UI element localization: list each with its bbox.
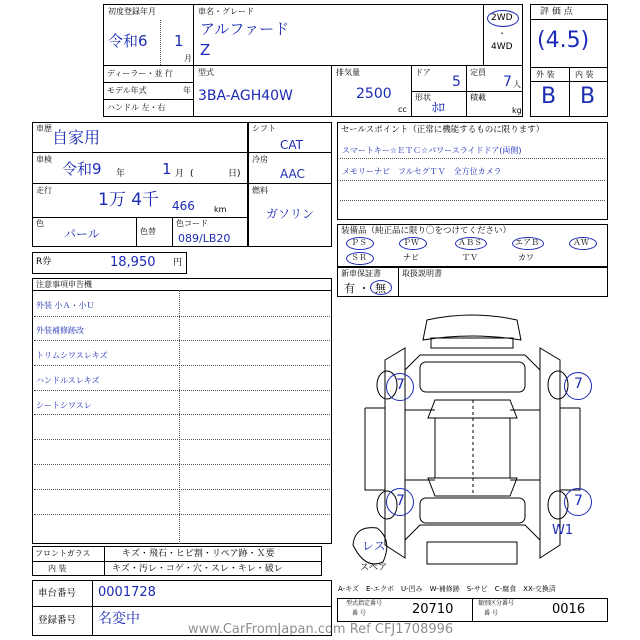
manual-label: 取扱説明書 <box>402 269 442 278</box>
notes-label: 注意事項申告機 <box>36 280 92 289</box>
mileage-label: 走行 <box>36 186 52 195</box>
door-label: ドア <box>415 68 431 77</box>
reg-no-label: 登録番号 <box>38 615 77 626</box>
equip-navi: ナビ <box>403 253 419 262</box>
warranty-none: 無 <box>375 282 386 295</box>
equip-ps: ＰＳ <box>351 238 367 247</box>
ac: AAC <box>280 167 305 181</box>
watermark: www.CarFromJapan.com Ref CFJ1708996 <box>188 622 454 637</box>
warranty-value: 有 ・ <box>344 282 370 295</box>
displacement-label: 排気量 <box>336 68 360 77</box>
equip-abs: ＡＢＳ <box>458 238 482 247</box>
car-grade: Z <box>200 41 211 59</box>
exterior-label: 外 装 <box>536 70 555 79</box>
car-name: アルファード <box>200 20 290 38</box>
capacity-label: 定員 <box>470 68 486 77</box>
first-reg-month: 1 <box>174 32 184 50</box>
inspection-month: 1 <box>162 160 172 178</box>
color-code-label: 色コード <box>176 219 208 228</box>
car-no: 0001728 <box>98 585 156 600</box>
sales-line-1: スマートキー☆ＥＴＣ☆パワースライドドア(両側) <box>342 146 522 155</box>
note-line-3: トリムシワスレキズ <box>36 351 108 360</box>
drive-4wd: 4WD <box>491 42 513 52</box>
handle-label: ハンドル 左・右 <box>107 103 166 112</box>
color-change-label: 色替 <box>140 227 156 236</box>
car-no-label: 車台番号 <box>38 588 77 599</box>
usage: 自家用 <box>52 128 101 147</box>
ac-label: 冷房 <box>252 155 268 164</box>
class-no-head: 類別区分番号 <box>478 600 515 607</box>
fuel-label: 燃料 <box>252 186 268 195</box>
sales-line-2: メモリーナビ フルセグＴＶ 全方位カメラ <box>342 167 502 176</box>
equip-airbag: エアＢ <box>515 238 539 247</box>
header-block <box>103 4 523 117</box>
front-glass-label: フロントガラス <box>35 549 91 558</box>
score-label: 評 価 点 <box>540 7 573 17</box>
shift: CAT <box>280 138 303 152</box>
drive-2wd: 2WD <box>491 13 513 23</box>
first-reg-era: 令和6 <box>108 32 148 50</box>
note-line-1: 外装 小Ａ・小Ｕ <box>36 301 95 310</box>
recycle-amount: 18,950 <box>110 255 156 270</box>
equip-aw: ＡＷ <box>573 238 589 247</box>
first-reg-label: 初度登録年月 <box>108 7 156 16</box>
sales-point-label: セールスポイント（正常に機能するものに限ります） <box>341 125 545 135</box>
shape-label: 形状 <box>415 93 431 102</box>
equip-kawa: カワ <box>518 253 534 262</box>
note-line-5: シートシワスレ <box>36 401 92 410</box>
front-glass-value: キズ・飛石・ヒビ割・リペア跡・Ｘ要 <box>122 549 275 559</box>
type-label: 型式 <box>198 68 214 77</box>
diagram-mark-rear-right: 7 <box>574 493 583 509</box>
diagram-mark-rear-left: 7 <box>396 493 405 509</box>
note-line-2: 外装補修跡改 <box>36 326 84 335</box>
frame-no: 20710 <box>412 602 454 617</box>
inspection-era: 令和9 <box>62 160 102 178</box>
recycle-label: R券 <box>36 257 52 267</box>
frame-no-sub: 番 号 <box>352 610 366 617</box>
car-name-label: 車名・グレード <box>198 7 254 16</box>
interior-grade: B <box>580 84 596 109</box>
mileage-main: 1万 4千 <box>98 190 160 210</box>
fuel: ガソリン <box>266 207 315 221</box>
color: パール <box>64 227 100 241</box>
equip-sr: ＳＲ <box>351 253 367 262</box>
equip-tv: ＴＶ <box>462 253 478 262</box>
dealer-label: ディーラー・並 行 <box>107 69 173 78</box>
note-line-4: ハンドルスレキズ <box>36 376 100 385</box>
interior-row-label: 内 装 <box>48 564 67 573</box>
doors: 5 <box>452 74 461 90</box>
usage-label: 車歴 <box>36 124 52 133</box>
diagram-w1: W1 <box>552 523 574 538</box>
damage-legend: A-キズ E-エクボ U-凹み W-補修跡 S-サビ C-腐食 XX-交換済 <box>338 585 556 593</box>
mileage-sub: 466 <box>172 199 195 213</box>
shape: ﾎﾛ <box>432 101 445 116</box>
equip-pw: ＰＷ <box>403 238 419 247</box>
inspection-label: 車検 <box>36 155 52 164</box>
frame-no-head: 型式指定番号 <box>346 600 383 607</box>
reg-no: 名変中 <box>98 611 140 627</box>
interior-value: キズ・汚レ・コゲ・穴・スレ・キレ・破レ <box>112 564 283 574</box>
notes-block <box>32 278 332 544</box>
color-code: 089/LB20 <box>178 232 231 245</box>
class-no: 0016 <box>552 602 586 617</box>
model-year-label: モデル年式 <box>107 86 147 95</box>
type-value: 3BA-AGH40W <box>198 88 293 104</box>
spare-label: スペア <box>360 563 388 573</box>
color-label: 色 <box>36 219 44 228</box>
class-no-sub: 番 号 <box>484 610 498 617</box>
displacement: 2500 <box>356 86 392 102</box>
diagram-mark-front-right: 7 <box>574 376 583 392</box>
equipment-label: 装備品（純正品に限り〇をつけてください） <box>341 226 512 236</box>
load-label: 積載 <box>470 93 486 102</box>
exterior-grade: B <box>541 84 557 109</box>
shift-label: シフト <box>252 124 276 133</box>
capacity: 7 <box>503 74 512 90</box>
interior-label: 内 装 <box>575 70 594 79</box>
warranty-label: 新車保証書 <box>341 269 381 278</box>
score: (4.5) <box>537 28 590 53</box>
diagram-mark-front-left: 7 <box>396 377 405 393</box>
spare-mark: レス <box>362 539 386 553</box>
